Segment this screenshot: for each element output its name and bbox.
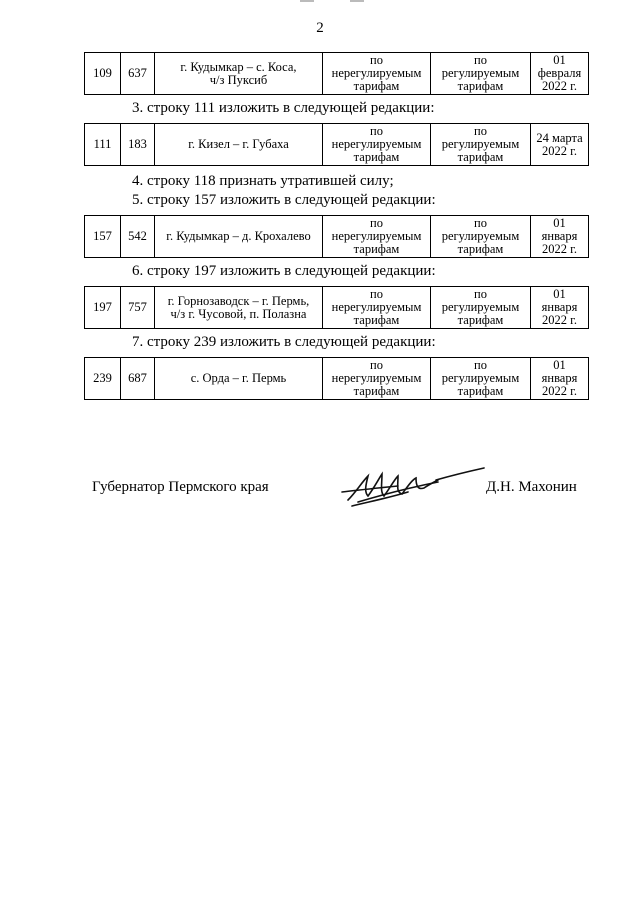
tariff-unregulated-cell: по нерегулируемым тарифам xyxy=(323,358,431,400)
tariff-regulated-cell: по регулируемым тарифам xyxy=(431,287,531,329)
table-row xyxy=(85,53,589,95)
route-table xyxy=(84,123,589,166)
route-table xyxy=(84,215,589,258)
row-number-cell: 109 xyxy=(85,53,121,95)
route-number-cell: 183 xyxy=(121,124,155,166)
instruction-7: 7. строку 239 изложить в следующей редакции: xyxy=(132,334,436,350)
route-name-cell: г. Кизел – г. Губаха xyxy=(155,124,323,166)
instruction-5: 5. строку 157 изложить в следующей редакции: xyxy=(132,192,436,208)
date-cell: 24 марта 2022 г. xyxy=(531,124,589,166)
table-row xyxy=(85,287,589,329)
route-number-cell: 687 xyxy=(121,358,155,400)
tariff-unregulated-cell: по нерегулируемым тарифам xyxy=(323,216,431,258)
route-number-cell: 542 xyxy=(121,216,155,258)
date-cell: 01 января 2022 г. xyxy=(531,216,589,258)
date-cell: 01 января 2022 г. xyxy=(531,287,589,329)
handwritten-signature xyxy=(338,462,488,510)
date-cell: 01 января 2022 г. xyxy=(531,358,589,400)
table-row xyxy=(85,216,589,258)
instruction-3: 3. строку 111 изложить в следующей редакции: xyxy=(132,100,435,116)
tariff-regulated-cell: по регулируемым тарифам xyxy=(431,124,531,166)
tariff-unregulated-cell: по нерегулируемым тарифам xyxy=(323,124,431,166)
route-name-cell: г. Кудымкар – д. Крохалево xyxy=(155,216,323,258)
tariff-regulated-cell: по регулируемым тарифам xyxy=(431,358,531,400)
route-name-cell: г. Горнозаводск – г. Пермь, ч/з г. Чусовой, п. Полазна xyxy=(155,287,323,329)
instruction-6: 6. строку 197 изложить в следующей редакции: xyxy=(132,263,436,279)
row-number-cell: 197 xyxy=(85,287,121,329)
tariff-regulated-cell: по регулируемым тарифам xyxy=(431,53,531,95)
route-name-cell: с. Орда – г. Пермь xyxy=(155,358,323,400)
page-number: 2 xyxy=(316,20,324,36)
row-number-cell: 157 xyxy=(85,216,121,258)
route-name-cell: г. Кудымкар – с. Коса, ч/з Пуксиб xyxy=(155,53,323,95)
row-number-cell: 239 xyxy=(85,358,121,400)
row-number-cell: 111 xyxy=(85,124,121,166)
tariff-regulated-cell: по регулируемым тарифам xyxy=(431,216,531,258)
route-number-cell: 757 xyxy=(121,287,155,329)
table-row xyxy=(85,358,589,400)
scan-mark xyxy=(350,0,364,2)
route-number-cell: 637 xyxy=(121,53,155,95)
route-table xyxy=(84,52,589,95)
table-row xyxy=(85,124,589,166)
route-table xyxy=(84,357,589,400)
route-table xyxy=(84,286,589,329)
governor-name: Д.Н. Махонин xyxy=(486,479,577,495)
governor-title: Губернатор Пермского края xyxy=(92,479,269,495)
instruction-4: 4. строку 118 признать утратившей силу; xyxy=(132,173,394,189)
tariff-unregulated-cell: по нерегулируемым тарифам xyxy=(323,53,431,95)
scan-mark xyxy=(300,0,314,2)
date-cell: 01 февраля 2022 г. xyxy=(531,53,589,95)
tariff-unregulated-cell: по нерегулируемым тарифам xyxy=(323,287,431,329)
